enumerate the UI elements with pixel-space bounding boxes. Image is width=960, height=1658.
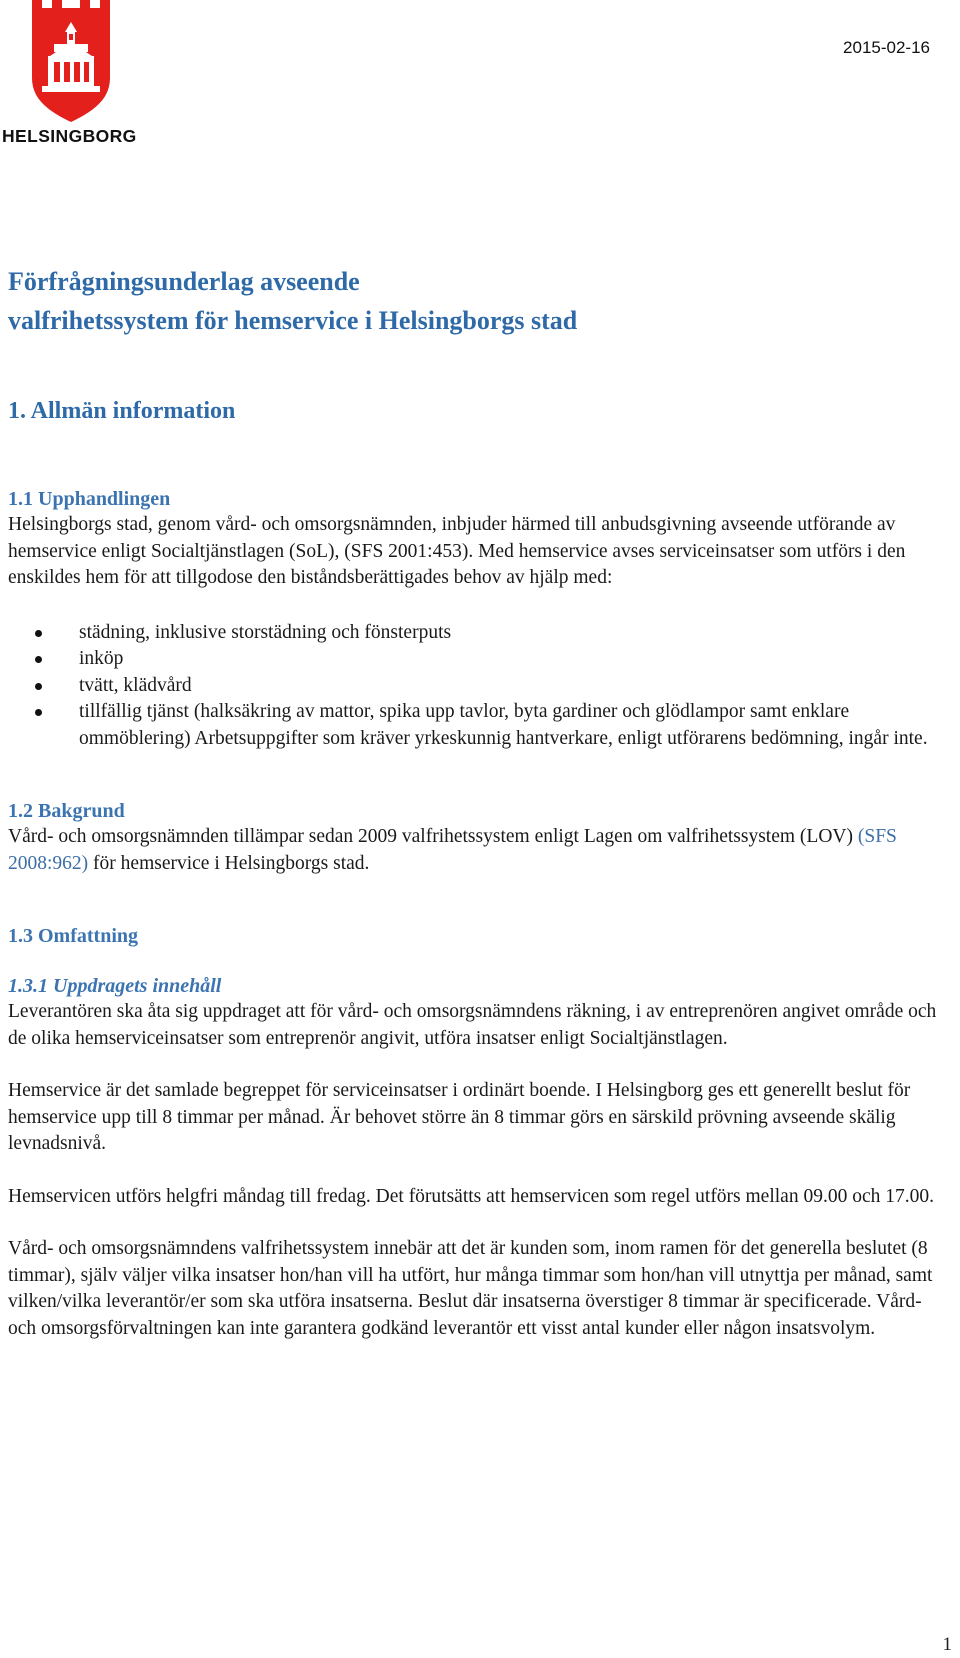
section-heading-1-2: 1.2 Bakgrund xyxy=(8,800,125,822)
document-title xyxy=(8,262,938,340)
paragraph-upphandlingen: Helsingborgs stad, genom vård- och omsorgsnämnden, inbjuder härmed till anbudsgivning avseende utförande av hemservice enligt Socialtjänstlagen (SoL), (SFS 2001:453). Med hemservice avses serviceinsatser som utförs i den enskildes hem för att tillgodose den biståndsberättigades behov av hjälp med: xyxy=(8,514,906,588)
title-line-2: valfrihetssystem för hemservice i Helsingborgs stad xyxy=(8,306,578,335)
service-list xyxy=(8,620,938,753)
page-number: 1 xyxy=(942,1634,952,1655)
sfs-reference-link[interactable]: (SFS 2008:962) xyxy=(8,826,897,874)
section-heading-1-3: 1.3 Omfattning xyxy=(8,925,138,947)
list-item: inköp xyxy=(8,646,938,673)
paragraph-bakgrund xyxy=(8,824,938,877)
helsingborg-logo xyxy=(2,0,142,150)
bakgrund-text-b: för hemservice i Helsingborgs stad. xyxy=(88,852,370,874)
list-item: tillfällig tjänst (halksäkring av mattor, spika upp tavlor, byta gardiner och glödlampor samt enklare ommöblering) Arbetsuppgifter som kräver yrkeskunnig hantverkare, enligt utförarens bedömning, ingår inte. xyxy=(8,699,938,752)
title-line-1: Förfrågningsunderlag avseende xyxy=(8,267,360,296)
paragraph-uppdrag-4: Vård- och omsorgsnämndens valfrihetssystem innebär att det är kunden som, inom ramen för det generella beslutet (8 timmar), själv väljer vilka insatser hon/han vill ha utfört, hur många timmar som hon/han vill utnyttja per månad, samt vilken/vilka leverantör/er som ska utföra insatserna. Beslut där insatserna överstiger 8 timmar är specificerade. Vård- och omsorgsförvaltningen kan inte garantera godkänd leverantör ett visst antal kunder eller någon insatsvolym. xyxy=(8,1238,933,1339)
logo-wordmark: HELSINGBORG xyxy=(2,126,137,146)
city-crest-icon xyxy=(30,0,112,124)
section-heading-1-1: 1.1 Upphandlingen xyxy=(8,488,171,510)
list-item: städning, inklusive storstädning och fönsterputs xyxy=(8,620,938,647)
section-heading-1: 1. Allmän information xyxy=(8,398,236,424)
document-body xyxy=(8,262,938,1342)
paragraph-uppdrag-3: Hemservicen utförs helgfri måndag till fredag. Det förutsätts att hemservicen som regel utförs mellan 09.00 och 17.00. xyxy=(8,1185,934,1207)
document-date: 2015-02-16 xyxy=(843,38,930,57)
section-heading-1-3-1: 1.3.1 Uppdragets innehåll xyxy=(8,975,222,997)
paragraph-uppdrag-1: Leverantören ska åta sig uppdraget att för vård- och omsorgsnämndens räkning, i av entreprenören angivet område och de olika hemserviceinsatser som entreprenör angivit, utföra insatser enligt Socialtjänstlagen. xyxy=(8,1001,937,1049)
paragraph-uppdrag-2: Hemservice är det samlade begreppet för serviceinsatser i ordinärt boende. I Helsingborg ges ett generellt beslut för hemservice upp till 8 timmar per månad. Är behovet större än 8 timmar görs en särskild prövning avseende skälig levnadsnivå. xyxy=(8,1080,911,1154)
bakgrund-text-a: Vård- och omsorgsnämnden tillämpar sedan 2009 valfrihetssystem enligt Lagen om valfrihetssystem (LOV) xyxy=(8,826,858,847)
list-item: tvätt, klädvård xyxy=(8,673,938,700)
